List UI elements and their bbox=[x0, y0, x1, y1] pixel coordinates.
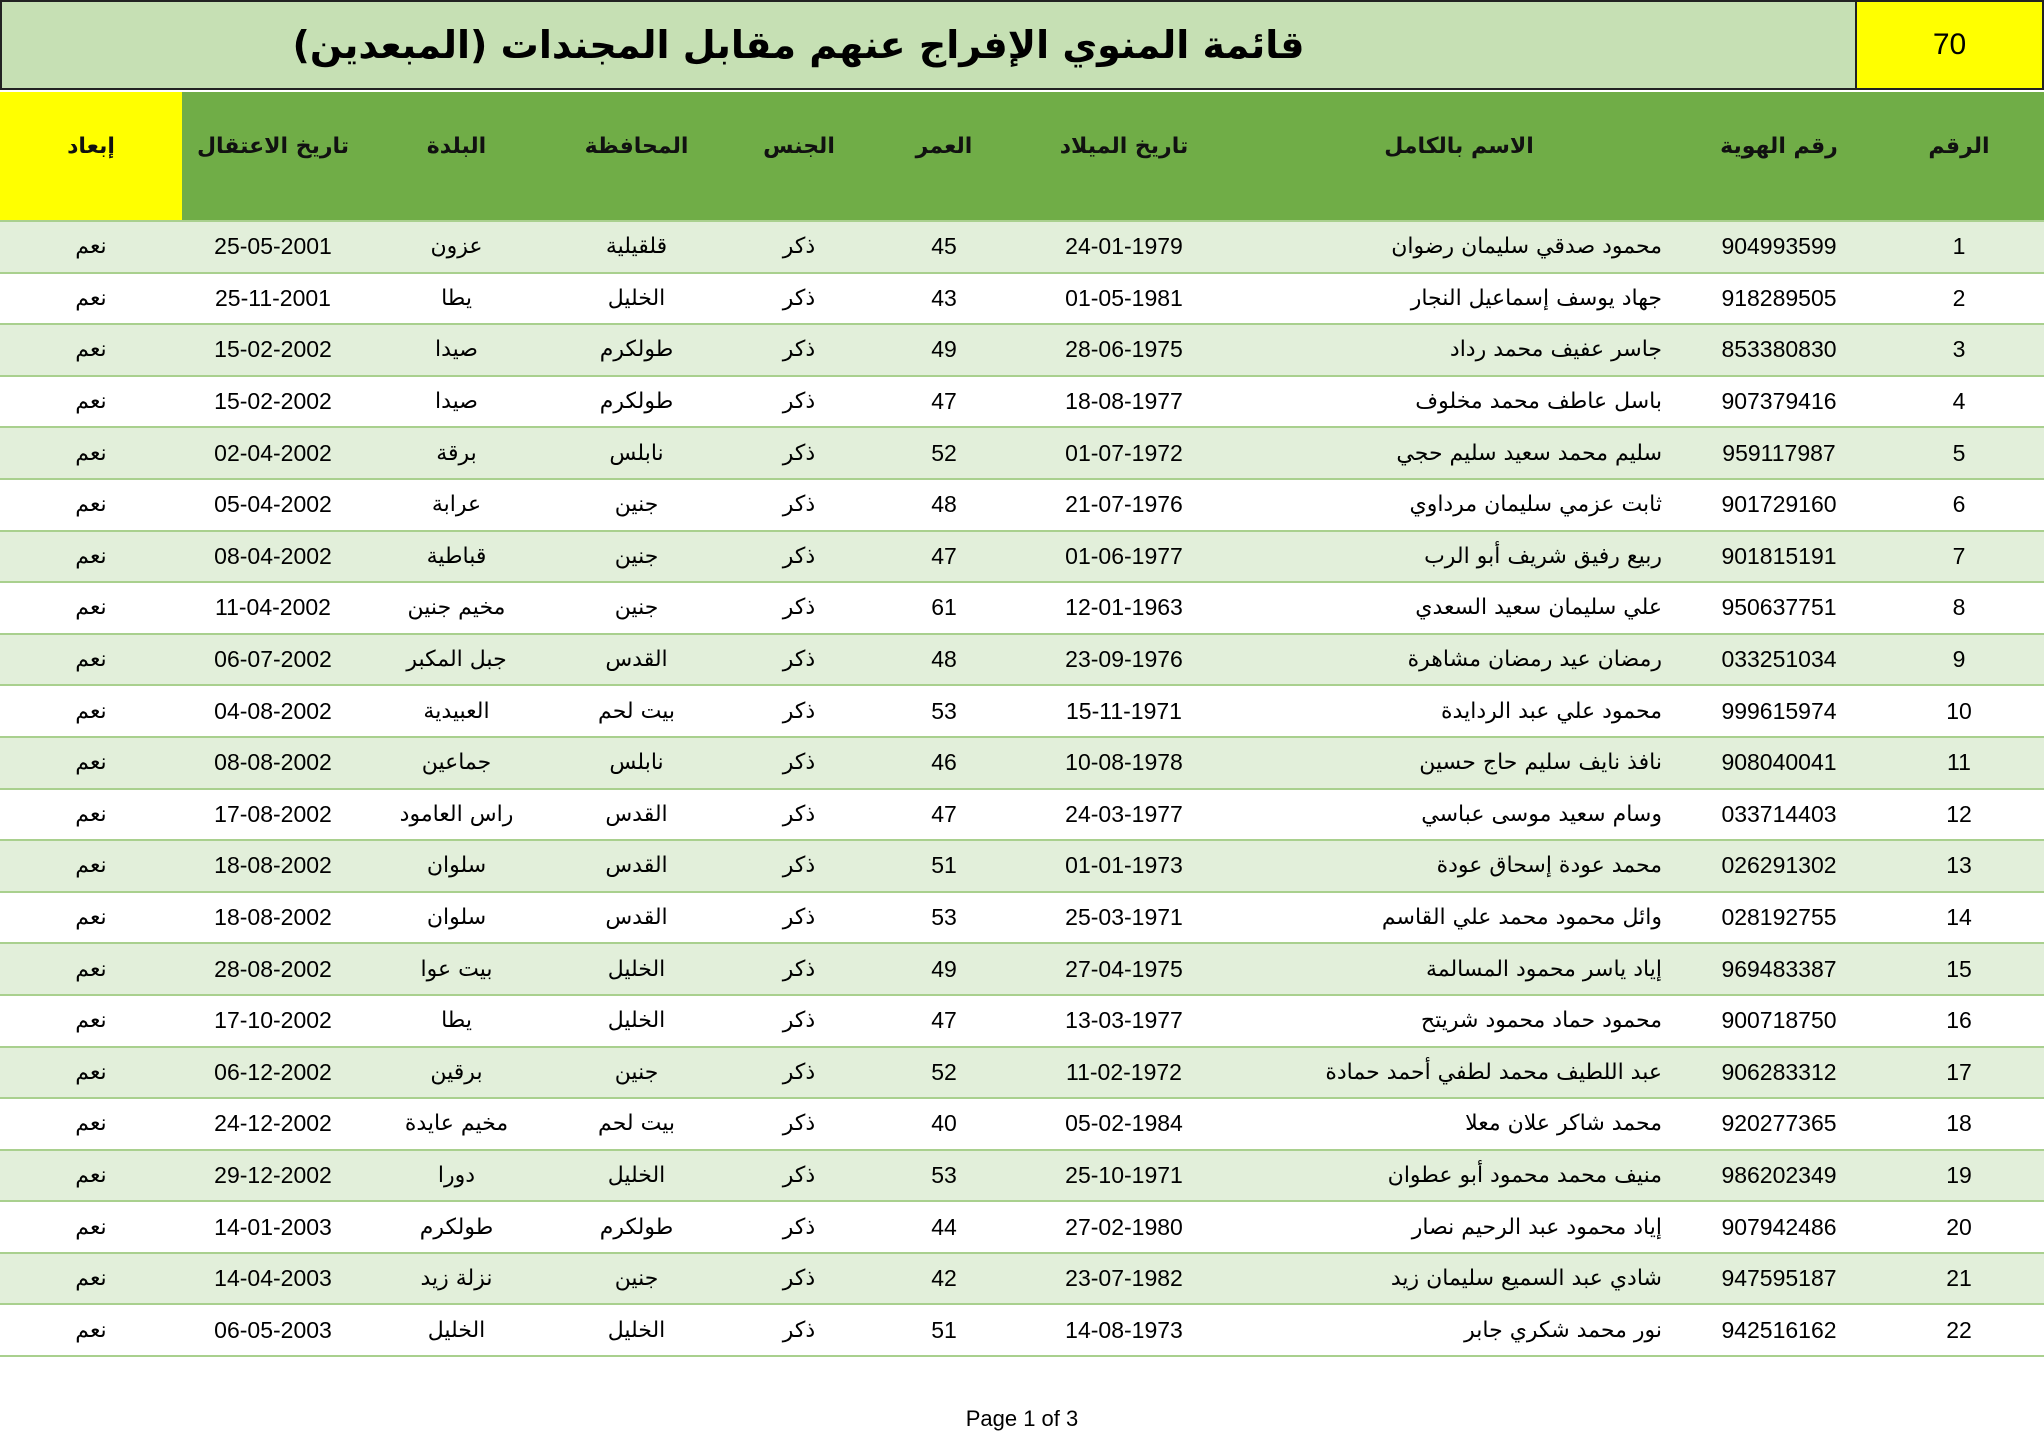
cell-full-name: باسل عاطف محمد مخلوف bbox=[1234, 376, 1684, 428]
cell-birth-date: 12-01-1963 bbox=[1014, 582, 1234, 634]
cell-arrest-date: 06-05-2003 bbox=[182, 1304, 364, 1356]
cell-arrest-date: 04-08-2002 bbox=[182, 685, 364, 737]
cell-town: العبيدية bbox=[364, 685, 549, 737]
cell-id-number: 901815191 bbox=[1684, 531, 1874, 583]
cell-full-name: محمود صدقي سليمان رضوان bbox=[1234, 221, 1684, 273]
cell-deportation: نعم bbox=[0, 324, 182, 376]
cell-town: عزون bbox=[364, 221, 549, 273]
table-row bbox=[0, 324, 2044, 376]
cell-governorate: الخليل bbox=[549, 1150, 724, 1202]
table-row bbox=[0, 892, 2044, 944]
cell-id-number: 900718750 bbox=[1684, 995, 1874, 1047]
cell-governorate: الخليل bbox=[549, 273, 724, 325]
cell-age: 51 bbox=[874, 840, 1014, 892]
col-header-age: العمر bbox=[874, 92, 1014, 221]
cell-arrest-date: 02-04-2002 bbox=[182, 427, 364, 479]
cell-arrest-date: 25-11-2001 bbox=[182, 273, 364, 325]
cell-age: 47 bbox=[874, 376, 1014, 428]
cell-full-name: شادي عبد السميع سليمان زيد bbox=[1234, 1253, 1684, 1305]
cell-age: 48 bbox=[874, 479, 1014, 531]
cell-age: 49 bbox=[874, 324, 1014, 376]
cell-birth-date: 01-06-1977 bbox=[1014, 531, 1234, 583]
cell-town: مخيم عايدة bbox=[364, 1098, 549, 1150]
table-row bbox=[0, 427, 2044, 479]
cell-age: 40 bbox=[874, 1098, 1014, 1150]
cell-number: 1 bbox=[1874, 221, 2044, 273]
table-row bbox=[0, 273, 2044, 325]
cell-governorate: القدس bbox=[549, 840, 724, 892]
cell-governorate: بيت لحم bbox=[549, 1098, 724, 1150]
table-row bbox=[0, 995, 2044, 1047]
cell-age: 47 bbox=[874, 789, 1014, 841]
cell-gender: ذكر bbox=[724, 1201, 874, 1253]
cell-id-number: 033714403 bbox=[1684, 789, 1874, 841]
cell-governorate: جنين bbox=[549, 1253, 724, 1305]
cell-deportation: نعم bbox=[0, 531, 182, 583]
col-header-deportation: إبعاد bbox=[0, 92, 182, 221]
cell-number: 2 bbox=[1874, 273, 2044, 325]
cell-deportation: نعم bbox=[0, 995, 182, 1047]
col-header-governorate: المحافظة bbox=[549, 92, 724, 221]
table-row bbox=[0, 582, 2044, 634]
cell-birth-date: 18-08-1977 bbox=[1014, 376, 1234, 428]
cell-birth-date: 10-08-1978 bbox=[1014, 737, 1234, 789]
cell-id-number: 918289505 bbox=[1684, 273, 1874, 325]
cell-full-name: وسام سعيد موسى عباسي bbox=[1234, 789, 1684, 841]
cell-number: 20 bbox=[1874, 1201, 2044, 1253]
cell-town: راس العامود bbox=[364, 789, 549, 841]
cell-town: مخيم جنين bbox=[364, 582, 549, 634]
cell-arrest-date: 28-08-2002 bbox=[182, 943, 364, 995]
cell-town: عرابة bbox=[364, 479, 549, 531]
table-row bbox=[0, 737, 2044, 789]
cell-birth-date: 05-02-1984 bbox=[1014, 1098, 1234, 1150]
cell-arrest-date: 25-05-2001 bbox=[182, 221, 364, 273]
cell-birth-date: 25-03-1971 bbox=[1014, 892, 1234, 944]
cell-age: 43 bbox=[874, 273, 1014, 325]
cell-id-number: 986202349 bbox=[1684, 1150, 1874, 1202]
cell-number: 18 bbox=[1874, 1098, 2044, 1150]
cell-number: 19 bbox=[1874, 1150, 2044, 1202]
cell-number: 9 bbox=[1874, 634, 2044, 686]
cell-id-number: 028192755 bbox=[1684, 892, 1874, 944]
cell-number: 7 bbox=[1874, 531, 2044, 583]
cell-full-name: رمضان عيد رمضان مشاهرة bbox=[1234, 634, 1684, 686]
cell-full-name: إياد محمود عبد الرحيم نصار bbox=[1234, 1201, 1684, 1253]
cell-town: صيدا bbox=[364, 324, 549, 376]
cell-arrest-date: 06-07-2002 bbox=[182, 634, 364, 686]
cell-age: 53 bbox=[874, 892, 1014, 944]
cell-gender: ذكر bbox=[724, 582, 874, 634]
cell-id-number: 959117987 bbox=[1684, 427, 1874, 479]
cell-governorate: بيت لحم bbox=[549, 685, 724, 737]
cell-town: طولكرم bbox=[364, 1201, 549, 1253]
cell-gender: ذكر bbox=[724, 376, 874, 428]
cell-deportation: نعم bbox=[0, 840, 182, 892]
cell-governorate: قلقيلية bbox=[549, 221, 724, 273]
cell-birth-date: 25-10-1971 bbox=[1014, 1150, 1234, 1202]
table-row bbox=[0, 634, 2044, 686]
cell-governorate: جنين bbox=[549, 531, 724, 583]
cell-governorate: جنين bbox=[549, 582, 724, 634]
cell-full-name: سليم محمد سعيد سليم حجي bbox=[1234, 427, 1684, 479]
cell-governorate: طولكرم bbox=[549, 324, 724, 376]
cell-full-name: إياد ياسر محمود المسالمة bbox=[1234, 943, 1684, 995]
cell-full-name: علي سليمان سعيد السعدي bbox=[1234, 582, 1684, 634]
cell-deportation: نعم bbox=[0, 943, 182, 995]
cell-gender: ذكر bbox=[724, 1098, 874, 1150]
cell-age: 51 bbox=[874, 1304, 1014, 1356]
cell-full-name: جهاد يوسف إسماعيل النجار bbox=[1234, 273, 1684, 325]
cell-full-name: نور محمد شكري جابر bbox=[1234, 1304, 1684, 1356]
cell-birth-date: 23-07-1982 bbox=[1014, 1253, 1234, 1305]
cell-age: 47 bbox=[874, 531, 1014, 583]
cell-id-number: 853380830 bbox=[1684, 324, 1874, 376]
table-row bbox=[0, 685, 2044, 737]
cell-id-number: 907379416 bbox=[1684, 376, 1874, 428]
col-header-gender: الجنس bbox=[724, 92, 874, 221]
cell-town: برقين bbox=[364, 1047, 549, 1099]
cell-gender: ذكر bbox=[724, 273, 874, 325]
cell-arrest-date: 14-04-2003 bbox=[182, 1253, 364, 1305]
cell-governorate: الخليل bbox=[549, 943, 724, 995]
cell-full-name: ثابت عزمي سليمان مرداوي bbox=[1234, 479, 1684, 531]
cell-number: 10 bbox=[1874, 685, 2044, 737]
table-row bbox=[0, 1304, 2044, 1356]
cell-birth-date: 01-01-1973 bbox=[1014, 840, 1234, 892]
cell-governorate: الخليل bbox=[549, 1304, 724, 1356]
cell-number: 11 bbox=[1874, 737, 2044, 789]
cell-arrest-date: 24-12-2002 bbox=[182, 1098, 364, 1150]
cell-full-name: عبد اللطيف محمد لطفي أحمد حمادة bbox=[1234, 1047, 1684, 1099]
cell-town: دورا bbox=[364, 1150, 549, 1202]
cell-deportation: نعم bbox=[0, 1201, 182, 1253]
cell-gender: ذكر bbox=[724, 427, 874, 479]
cell-id-number: 908040041 bbox=[1684, 737, 1874, 789]
cell-birth-date: 27-02-1980 bbox=[1014, 1201, 1234, 1253]
cell-deportation: نعم bbox=[0, 582, 182, 634]
cell-gender: ذكر bbox=[724, 1150, 874, 1202]
cell-birth-date: 13-03-1977 bbox=[1014, 995, 1234, 1047]
cell-arrest-date: 06-12-2002 bbox=[182, 1047, 364, 1099]
col-header-town: البلدة bbox=[364, 92, 549, 221]
cell-town: سلوان bbox=[364, 892, 549, 944]
table-row bbox=[0, 531, 2044, 583]
cell-governorate: جنين bbox=[549, 1047, 724, 1099]
cell-full-name: محمد عودة إسحاق عودة bbox=[1234, 840, 1684, 892]
cell-deportation: نعم bbox=[0, 1098, 182, 1150]
cell-full-name: منيف محمد محمود أبو عطوان bbox=[1234, 1150, 1684, 1202]
cell-full-name: ربيع رفيق شريف أبو الرب bbox=[1234, 531, 1684, 583]
cell-age: 42 bbox=[874, 1253, 1014, 1305]
cell-birth-date: 15-11-1971 bbox=[1014, 685, 1234, 737]
cell-number: 4 bbox=[1874, 376, 2044, 428]
cell-town: برقة bbox=[364, 427, 549, 479]
cell-number: 15 bbox=[1874, 943, 2044, 995]
cell-id-number: 942516162 bbox=[1684, 1304, 1874, 1356]
cell-governorate: القدس bbox=[549, 634, 724, 686]
total-count-badge: 70 bbox=[1857, 0, 2044, 90]
cell-governorate: نابلس bbox=[549, 427, 724, 479]
cell-id-number: 033251034 bbox=[1684, 634, 1874, 686]
col-header-number: الرقم bbox=[1874, 92, 2044, 221]
cell-arrest-date: 18-08-2002 bbox=[182, 840, 364, 892]
cell-number: 12 bbox=[1874, 789, 2044, 841]
title-bar bbox=[0, 0, 2044, 90]
cell-gender: ذكر bbox=[724, 221, 874, 273]
cell-full-name: محمود علي عبد الردايدة bbox=[1234, 685, 1684, 737]
document-title: قائمة المنوي الإفراج عنهم مقابل المجندات (المبعدين) bbox=[0, 0, 1857, 90]
cell-deportation: نعم bbox=[0, 685, 182, 737]
cell-age: 47 bbox=[874, 995, 1014, 1047]
cell-full-name: جاسر عفيف محمد رداد bbox=[1234, 324, 1684, 376]
table-row bbox=[0, 479, 2044, 531]
cell-deportation: نعم bbox=[0, 1150, 182, 1202]
cell-full-name: محمد شاكر علان معلا bbox=[1234, 1098, 1684, 1150]
cell-gender: ذكر bbox=[724, 634, 874, 686]
cell-governorate: القدس bbox=[549, 892, 724, 944]
cell-number: 14 bbox=[1874, 892, 2044, 944]
cell-arrest-date: 11-04-2002 bbox=[182, 582, 364, 634]
cell-birth-date: 23-09-1976 bbox=[1014, 634, 1234, 686]
cell-id-number: 906283312 bbox=[1684, 1047, 1874, 1099]
cell-number: 16 bbox=[1874, 995, 2044, 1047]
cell-gender: ذكر bbox=[724, 1047, 874, 1099]
cell-id-number: 950637751 bbox=[1684, 582, 1874, 634]
cell-gender: ذكر bbox=[724, 943, 874, 995]
cell-birth-date: 01-07-1972 bbox=[1014, 427, 1234, 479]
cell-deportation: نعم bbox=[0, 1304, 182, 1356]
cell-id-number: 907942486 bbox=[1684, 1201, 1874, 1253]
cell-deportation: نعم bbox=[0, 1047, 182, 1099]
cell-arrest-date: 05-04-2002 bbox=[182, 479, 364, 531]
cell-age: 61 bbox=[874, 582, 1014, 634]
cell-arrest-date: 08-04-2002 bbox=[182, 531, 364, 583]
cell-birth-date: 14-08-1973 bbox=[1014, 1304, 1234, 1356]
cell-number: 6 bbox=[1874, 479, 2044, 531]
cell-deportation: نعم bbox=[0, 221, 182, 273]
cell-deportation: نعم bbox=[0, 789, 182, 841]
cell-number: 3 bbox=[1874, 324, 2044, 376]
cell-age: 44 bbox=[874, 1201, 1014, 1253]
cell-age: 53 bbox=[874, 685, 1014, 737]
table-row bbox=[0, 221, 2044, 273]
cell-gender: ذكر bbox=[724, 324, 874, 376]
cell-age: 45 bbox=[874, 221, 1014, 273]
cell-deportation: نعم bbox=[0, 892, 182, 944]
cell-number: 5 bbox=[1874, 427, 2044, 479]
cell-governorate: الخليل bbox=[549, 995, 724, 1047]
cell-age: 48 bbox=[874, 634, 1014, 686]
cell-town: يطا bbox=[364, 995, 549, 1047]
cell-age: 49 bbox=[874, 943, 1014, 995]
cell-birth-date: 28-06-1975 bbox=[1014, 324, 1234, 376]
cell-governorate: نابلس bbox=[549, 737, 724, 789]
cell-governorate: طولكرم bbox=[549, 376, 724, 428]
cell-number: 22 bbox=[1874, 1304, 2044, 1356]
cell-arrest-date: 17-10-2002 bbox=[182, 995, 364, 1047]
cell-deportation: نعم bbox=[0, 427, 182, 479]
cell-id-number: 947595187 bbox=[1684, 1253, 1874, 1305]
table-row bbox=[0, 840, 2044, 892]
cell-age: 53 bbox=[874, 1150, 1014, 1202]
cell-town: جماعين bbox=[364, 737, 549, 789]
cell-town: صيدا bbox=[364, 376, 549, 428]
cell-arrest-date: 14-01-2003 bbox=[182, 1201, 364, 1253]
cell-town: سلوان bbox=[364, 840, 549, 892]
table-header-row bbox=[0, 92, 2044, 221]
cell-id-number: 901729160 bbox=[1684, 479, 1874, 531]
cell-birth-date: 21-07-1976 bbox=[1014, 479, 1234, 531]
detainee-table bbox=[0, 92, 2044, 1357]
table-row bbox=[0, 1253, 2044, 1305]
table-row bbox=[0, 1150, 2044, 1202]
cell-deportation: نعم bbox=[0, 376, 182, 428]
cell-full-name: محمود حماد محمود شريتح bbox=[1234, 995, 1684, 1047]
cell-full-name: وائل محمود محمد علي القاسم bbox=[1234, 892, 1684, 944]
cell-town: نزلة زيد bbox=[364, 1253, 549, 1305]
cell-id-number: 999615974 bbox=[1684, 685, 1874, 737]
cell-gender: ذكر bbox=[724, 531, 874, 583]
cell-age: 52 bbox=[874, 427, 1014, 479]
cell-id-number: 026291302 bbox=[1684, 840, 1874, 892]
cell-number: 13 bbox=[1874, 840, 2044, 892]
cell-gender: ذكر bbox=[724, 1304, 874, 1356]
cell-gender: ذكر bbox=[724, 479, 874, 531]
cell-deportation: نعم bbox=[0, 634, 182, 686]
cell-birth-date: 24-03-1977 bbox=[1014, 789, 1234, 841]
cell-town: قباطية bbox=[364, 531, 549, 583]
cell-gender: ذكر bbox=[724, 737, 874, 789]
cell-age: 52 bbox=[874, 1047, 1014, 1099]
cell-arrest-date: 08-08-2002 bbox=[182, 737, 364, 789]
cell-gender: ذكر bbox=[724, 789, 874, 841]
cell-gender: ذكر bbox=[724, 892, 874, 944]
cell-town: الخليل bbox=[364, 1304, 549, 1356]
col-header-arrest-date: تاريخ الاعتقال bbox=[182, 92, 364, 221]
table-row bbox=[0, 789, 2044, 841]
cell-birth-date: 01-05-1981 bbox=[1014, 273, 1234, 325]
cell-arrest-date: 15-02-2002 bbox=[182, 324, 364, 376]
table-row bbox=[0, 943, 2044, 995]
table-row bbox=[0, 1201, 2044, 1253]
cell-birth-date: 24-01-1979 bbox=[1014, 221, 1234, 273]
cell-age: 46 bbox=[874, 737, 1014, 789]
cell-birth-date: 11-02-1972 bbox=[1014, 1047, 1234, 1099]
cell-arrest-date: 15-02-2002 bbox=[182, 376, 364, 428]
table-body bbox=[0, 221, 2044, 1356]
cell-governorate: طولكرم bbox=[549, 1201, 724, 1253]
cell-gender: ذكر bbox=[724, 840, 874, 892]
table-row bbox=[0, 1098, 2044, 1150]
cell-birth-date: 27-04-1975 bbox=[1014, 943, 1234, 995]
cell-arrest-date: 17-08-2002 bbox=[182, 789, 364, 841]
cell-number: 8 bbox=[1874, 582, 2044, 634]
cell-gender: ذكر bbox=[724, 1253, 874, 1305]
cell-town: جبل المكبر bbox=[364, 634, 549, 686]
col-header-id-number: رقم الهوية bbox=[1684, 92, 1874, 221]
cell-arrest-date: 29-12-2002 bbox=[182, 1150, 364, 1202]
cell-number: 21 bbox=[1874, 1253, 2044, 1305]
cell-deportation: نعم bbox=[0, 479, 182, 531]
table-row bbox=[0, 376, 2044, 428]
cell-id-number: 969483387 bbox=[1684, 943, 1874, 995]
cell-number: 17 bbox=[1874, 1047, 2044, 1099]
cell-deportation: نعم bbox=[0, 737, 182, 789]
cell-full-name: نافذ نايف سليم حاج حسين bbox=[1234, 737, 1684, 789]
cell-town: يطا bbox=[364, 273, 549, 325]
cell-gender: ذكر bbox=[724, 685, 874, 737]
cell-id-number: 920277365 bbox=[1684, 1098, 1874, 1150]
cell-deportation: نعم bbox=[0, 1253, 182, 1305]
page-number: Page 1 of 3 bbox=[965, 1406, 1079, 1431]
cell-governorate: القدس bbox=[549, 789, 724, 841]
cell-town: بيت عوا bbox=[364, 943, 549, 995]
cell-arrest-date: 18-08-2002 bbox=[182, 892, 364, 944]
cell-gender: ذكر bbox=[724, 995, 874, 1047]
cell-governorate: جنين bbox=[549, 479, 724, 531]
table-row bbox=[0, 1047, 2044, 1099]
col-header-full-name: الاسم بالكامل bbox=[1234, 92, 1684, 221]
col-header-birth-date: تاريخ الميلاد bbox=[1014, 92, 1234, 221]
cell-deportation: نعم bbox=[0, 273, 182, 325]
cell-id-number: 904993599 bbox=[1684, 221, 1874, 273]
